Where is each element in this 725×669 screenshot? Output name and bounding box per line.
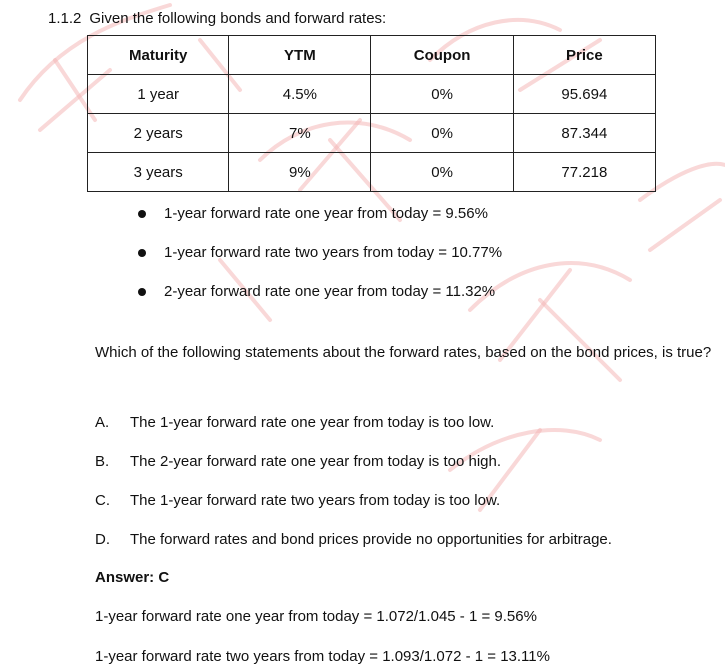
forward-rate-text: 1-year forward rate one year from today = 9.56% (164, 205, 488, 222)
choice-letter: C. (95, 492, 110, 509)
choice-text: The forward rates and bond prices provide no opportunities for arbitrage. (130, 531, 612, 548)
question-text: Which of the following statements about the forward rates, based on the bond prices, is true? (95, 344, 712, 361)
forward-rate-list (128, 203, 502, 320)
bullet-icon (138, 249, 146, 257)
choice-a (95, 409, 612, 448)
forward-rate-text: 1-year forward rate two years from today = 10.77% (164, 244, 503, 261)
cell-coupon: 0% (371, 153, 513, 192)
bond-table (87, 35, 656, 192)
cell-ytm: 9% (229, 153, 371, 192)
header-text: Given the following bonds and forward rates: (89, 10, 387, 27)
choice-text: The 2-year forward rate one year from today is too high. (130, 453, 502, 470)
choice-letter: A. (95, 414, 110, 431)
cell-maturity: 1 year (88, 75, 229, 114)
cell-price: 95.694 (513, 75, 655, 114)
choice-c (95, 487, 612, 526)
cell-price: 77.218 (513, 153, 655, 192)
column-header-maturity: Maturity (88, 36, 229, 75)
question-number: 1.1.2 (48, 10, 82, 27)
choice-letter: B. (95, 453, 110, 470)
list-item (128, 242, 502, 281)
choice-text: The 1-year forward rate two years from today is too low. (130, 492, 501, 509)
choice-text: The 1-year forward rate one year from today is too low. (130, 414, 495, 431)
cell-maturity: 3 years (88, 153, 229, 192)
list-item (128, 281, 502, 320)
answer-label: Answer: C (95, 569, 170, 586)
list-item (128, 203, 502, 242)
cell-ytm: 7% (229, 114, 371, 153)
column-header-coupon: Coupon (371, 36, 513, 75)
choice-d (95, 526, 612, 565)
column-header-price: Price (513, 36, 655, 75)
table-row (88, 75, 656, 114)
table-row (88, 114, 656, 153)
bullet-icon (138, 210, 146, 218)
cell-coupon: 0% (371, 114, 513, 153)
table-row (88, 153, 656, 192)
choice-list (95, 409, 612, 565)
cell-coupon: 0% (371, 75, 513, 114)
cell-maturity: 2 years (88, 114, 229, 153)
column-header-ytm: YTM (229, 36, 371, 75)
bullet-icon (138, 288, 146, 296)
calculation-line: 1-year forward rate two years from today = 1.093/1.072 - 1 = 13.11% (95, 648, 550, 665)
choice-letter: D. (95, 531, 110, 548)
question-header (48, 10, 386, 27)
cell-price: 87.344 (513, 114, 655, 153)
table-header-row (88, 36, 656, 75)
calculation-line: 1-year forward rate one year from today = 1.072/1.045 - 1 = 9.56% (95, 608, 537, 625)
cell-ytm: 4.5% (229, 75, 371, 114)
forward-rate-text: 2-year forward rate one year from today = 11.32% (164, 283, 496, 300)
choice-b (95, 448, 612, 487)
